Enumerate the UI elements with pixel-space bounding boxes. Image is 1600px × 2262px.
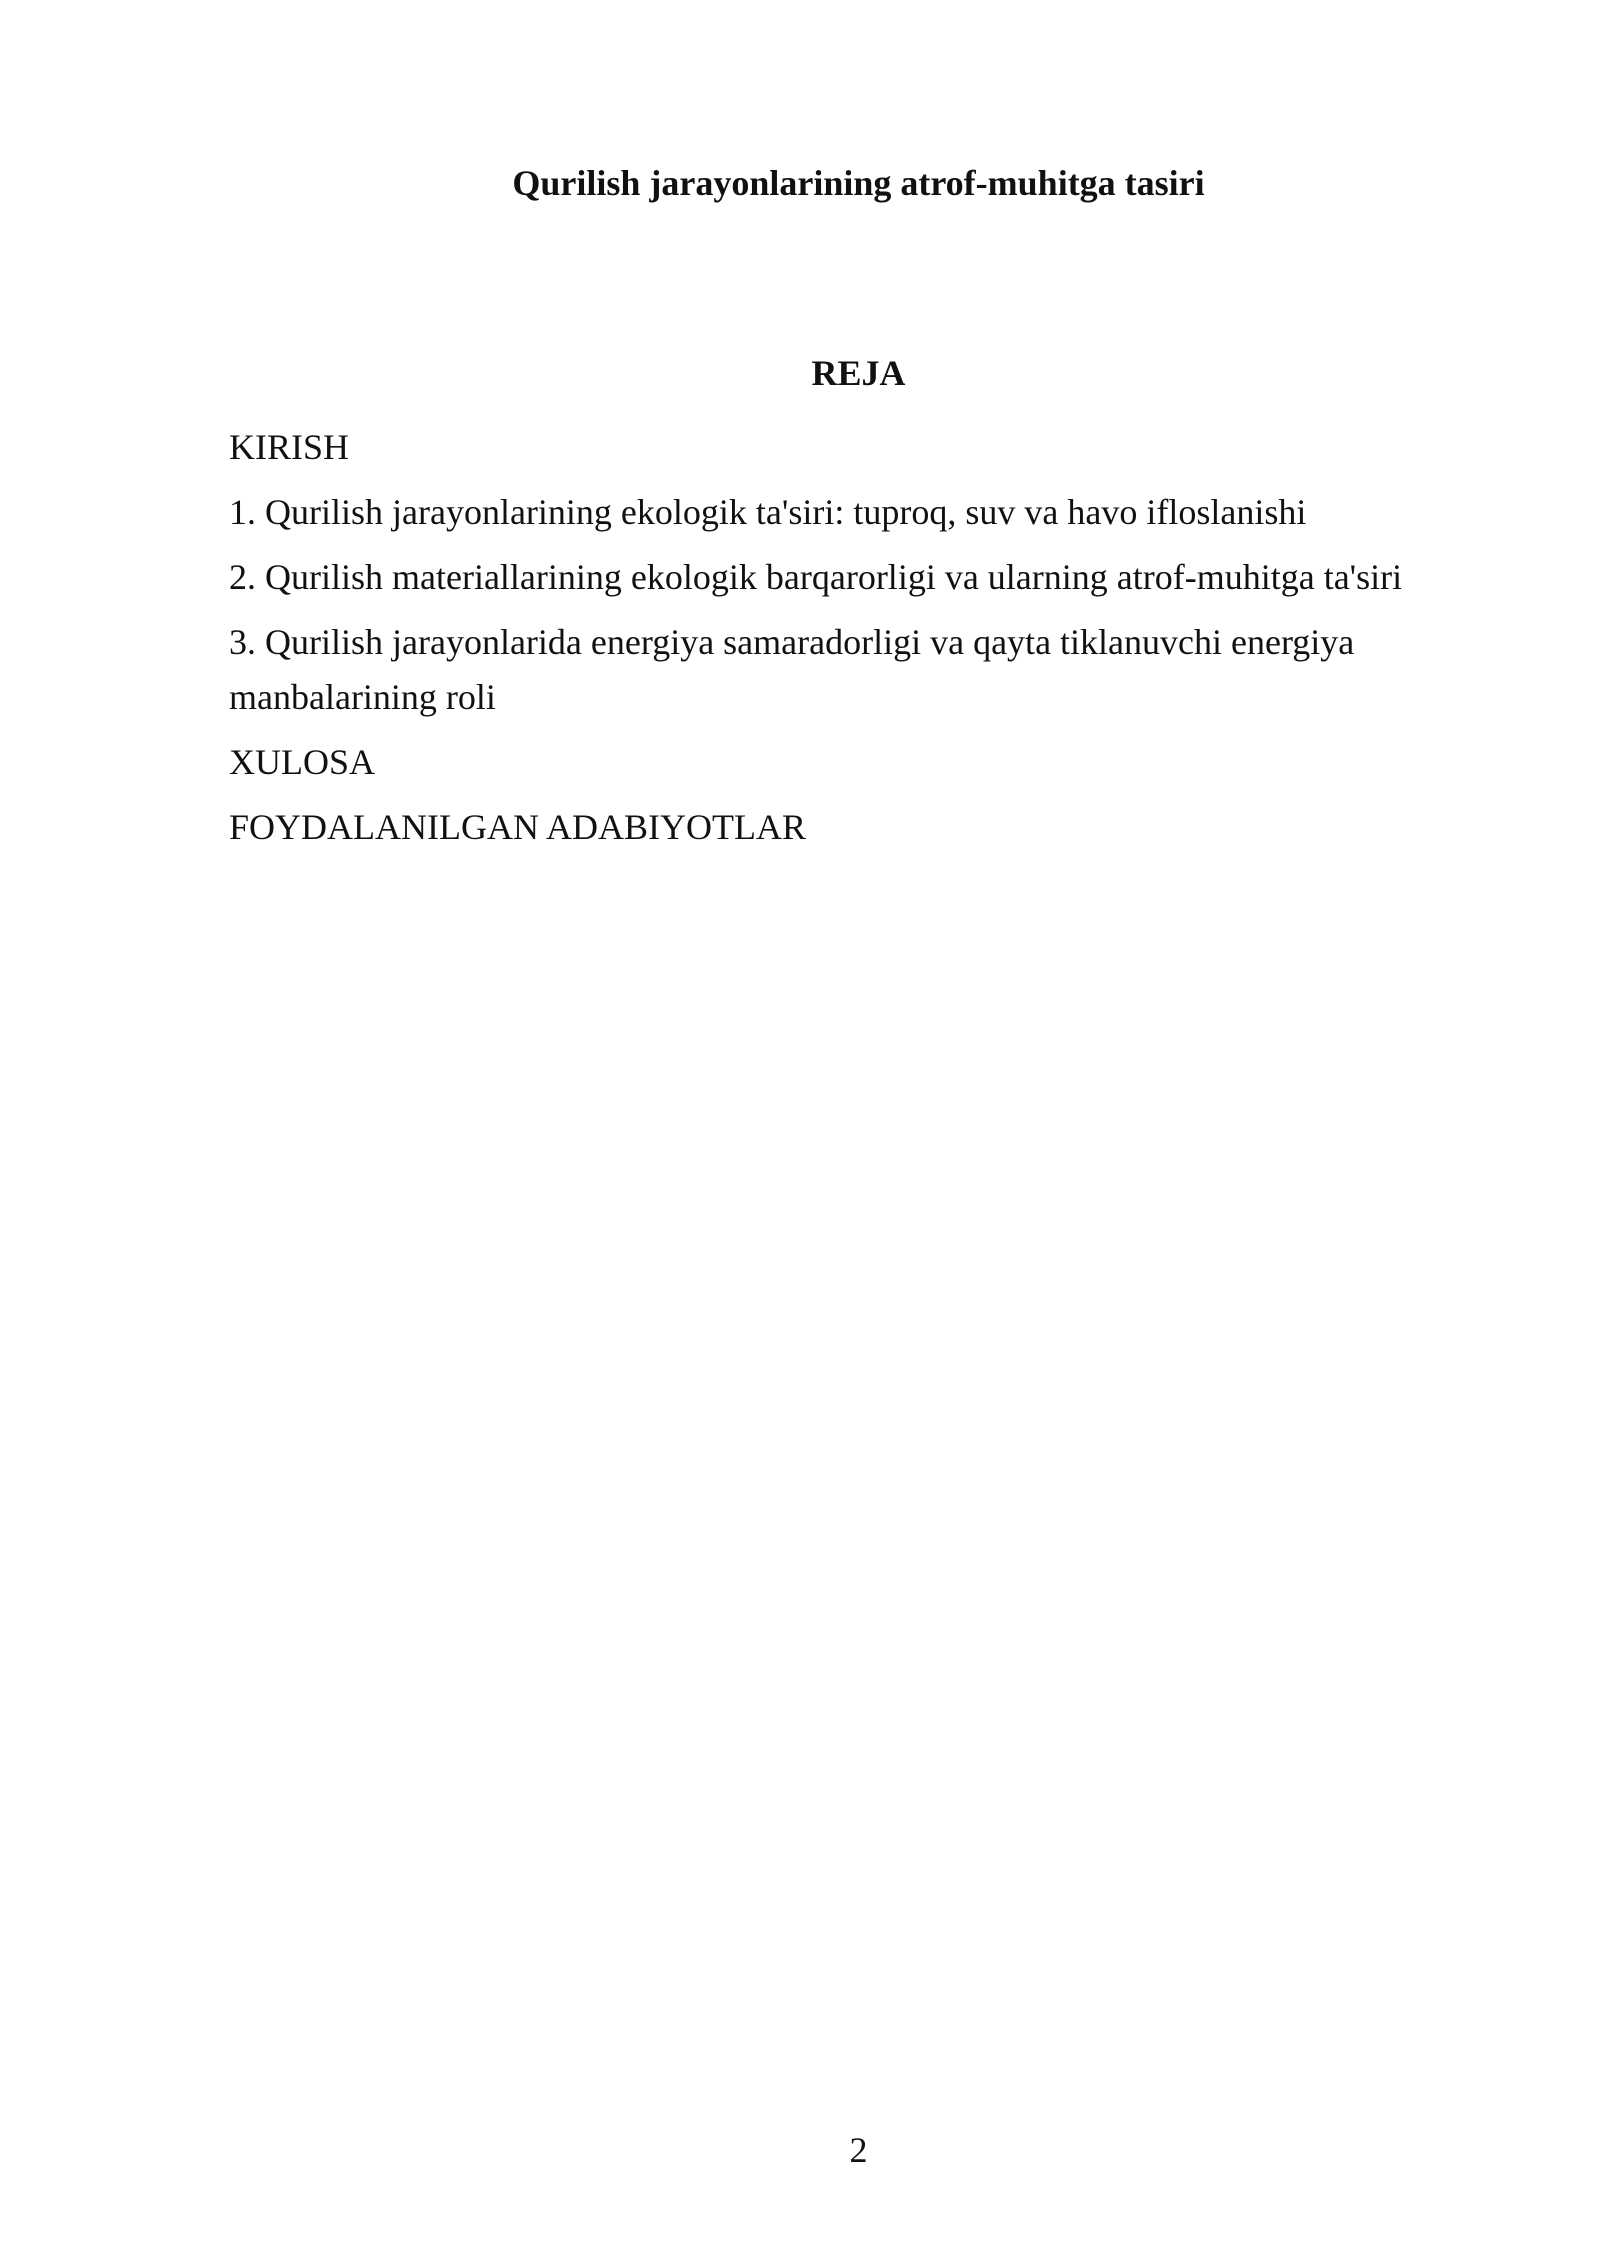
document-title: Qurilish jarayonlarining atrof-muhitga tasiri	[512, 163, 1205, 203]
plan-heading: REJA	[811, 353, 906, 393]
plan-item-2: 2. Qurilish materiallarining ekologik barqarorligi va ularning atrof-muhitga ta'siri	[229, 557, 1403, 597]
plan-item-conclusion: XULOSA	[229, 742, 376, 782]
plan-list	[229, 420, 1469, 865]
plan-item-1: 1. Qurilish jarayonlarining ekologik ta'siri: tuproq, suv va havo ifloslanishi	[229, 492, 1307, 532]
plan-item-introduction: KIRISH	[229, 427, 350, 467]
page-number: 2	[849, 2130, 868, 2170]
plan-item-3: 3. Qurilish jarayonlarida energiya samaradorligi va qayta tiklanuvchi energiya manbalarining roli	[229, 622, 1355, 717]
plan-item-references: FOYDALANILGAN ADABIYOTLAR	[229, 807, 806, 847]
